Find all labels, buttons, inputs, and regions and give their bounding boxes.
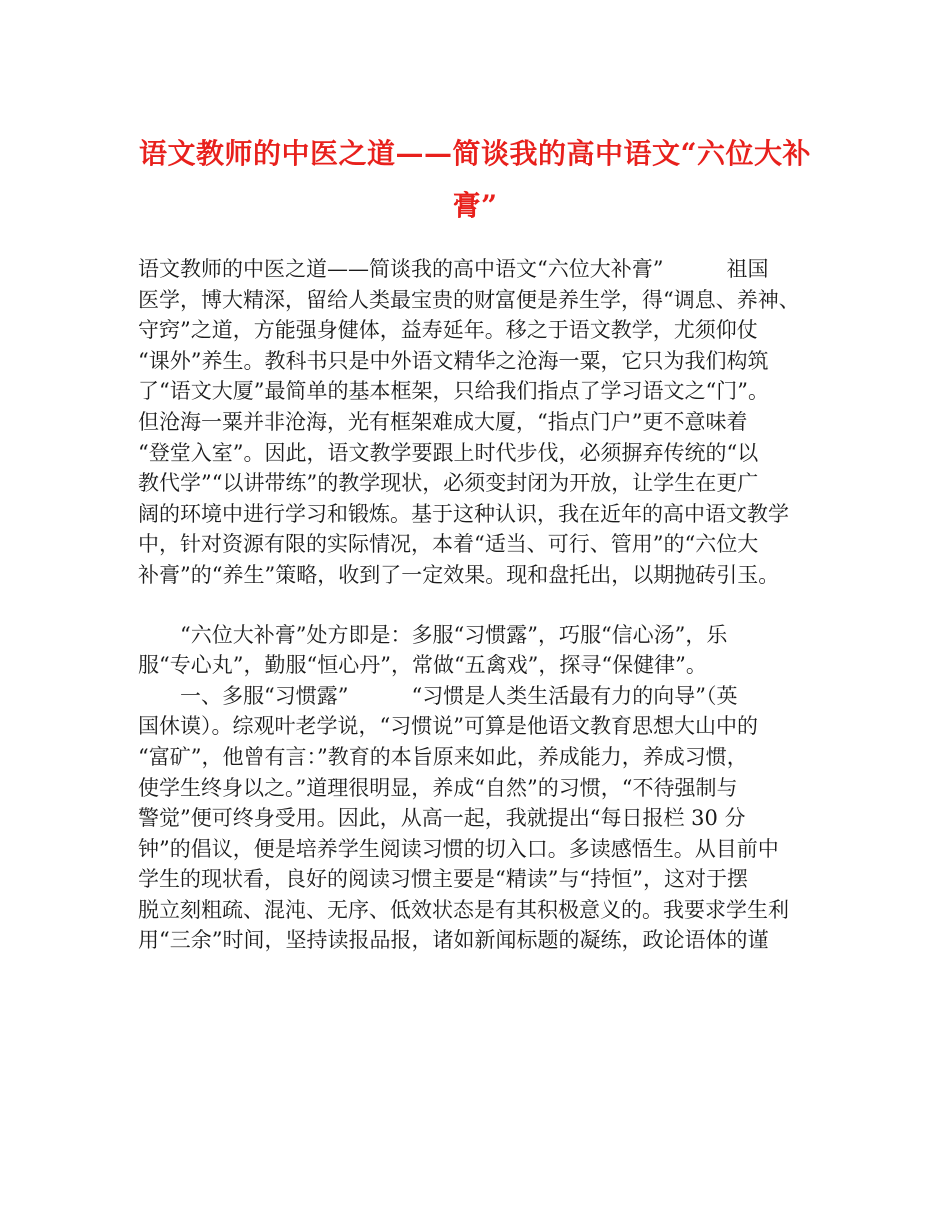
text-line: “六位大补膏”处方即是：多服“习惯露”，巧服“信心汤”，乐 [138, 622, 728, 647]
text-line: 脱立刻粗疏、混沌、无序、低效状态是有其积极意义的。我要求学生利 [138, 897, 789, 922]
text-line: 语文教师的中医之道——简谈我的高中语文“六位大补膏” 祖国 [138, 257, 769, 281]
text-line: 中，针对资源有限的实际情况，本着“适当、可行、管用”的“六位大 [138, 532, 759, 557]
text-line: 使学生终身以之。”道理很明显，养成“自然”的习惯，“不待强制与 [138, 775, 738, 800]
text-line: 用“三余”时间，坚持读报品报，诸如新闻标题的凝练，政论语体的谨 [138, 928, 769, 953]
text-line: 警觉”便可终身受用。因此，从高一起，我就提出“每日报栏 30 分 [138, 806, 746, 831]
title-line-2: 膏” [452, 189, 498, 222]
text-line: 学生的现状看，良好的阅读习惯主要是“精读”与“持恒”，这对于摆 [138, 867, 748, 892]
text-line: “登堂入室”。因此，语文教学要跟上时代步伐，必须摒弃传统的“以 [138, 440, 759, 465]
text-line: 一、多服“习惯露” “习惯是人类生活最有力的向导”（英 [138, 683, 738, 708]
text-line: “富矿”，他曾有言：”教育的本旨原来如此，养成能力，养成习惯， [138, 744, 748, 769]
text-line: 钟”的倡议，便是培养学生阅读习惯的切入口。多读感悟生。从目前中 [138, 836, 779, 861]
text-line: 教代学”“以讲带练”的教学现状，必须变封闭为开放，让学生在更广 [138, 471, 759, 496]
paragraph-spacer [138, 591, 828, 620]
text-line: 阔的环境中进行学习和锻炼。基于这种认识，我在近年的高中语文教学 [138, 501, 789, 526]
body-text [138, 254, 828, 956]
text-line: 服“专心丸”，勤服“恒心丹”，常做“五禽戏”，探寻“保健律”。 [138, 653, 707, 678]
text-line: 医学，博大精深，留给人类最宝贵的财富便是养生学，得“调息、养神、 [138, 287, 800, 312]
paragraph-intro [138, 254, 828, 591]
text-line: 但沧海一粟并非沧海，光有框架难成大厦，“指点门户”更不意味着 [138, 409, 748, 434]
text-line: 守窍”之道，方能强身健体，益寿延年。移之于语文教学，尤须仰仗 [138, 318, 758, 343]
text-line: 国休谟）。综观叶老学说，“习惯说”可算是他语文教育思想大山中的 [138, 714, 758, 739]
document-title [120, 128, 830, 232]
paragraph-prescription [138, 620, 828, 957]
title-line-1: 语文教师的中医之道——简谈我的高中语文“六位大补 [138, 137, 812, 170]
text-line: 了“语文大厦”最简单的基本框架，只给我们指点了学习语文之“门”。 [138, 379, 769, 404]
text-line: “课外”养生。教科书只是中外语文精华之沧海一粟，它只为我们构筑 [138, 348, 769, 373]
text-line: 补膏”的“养生”策略，收到了一定效果。现和盘托出，以期抛砖引玉。 [138, 562, 780, 587]
